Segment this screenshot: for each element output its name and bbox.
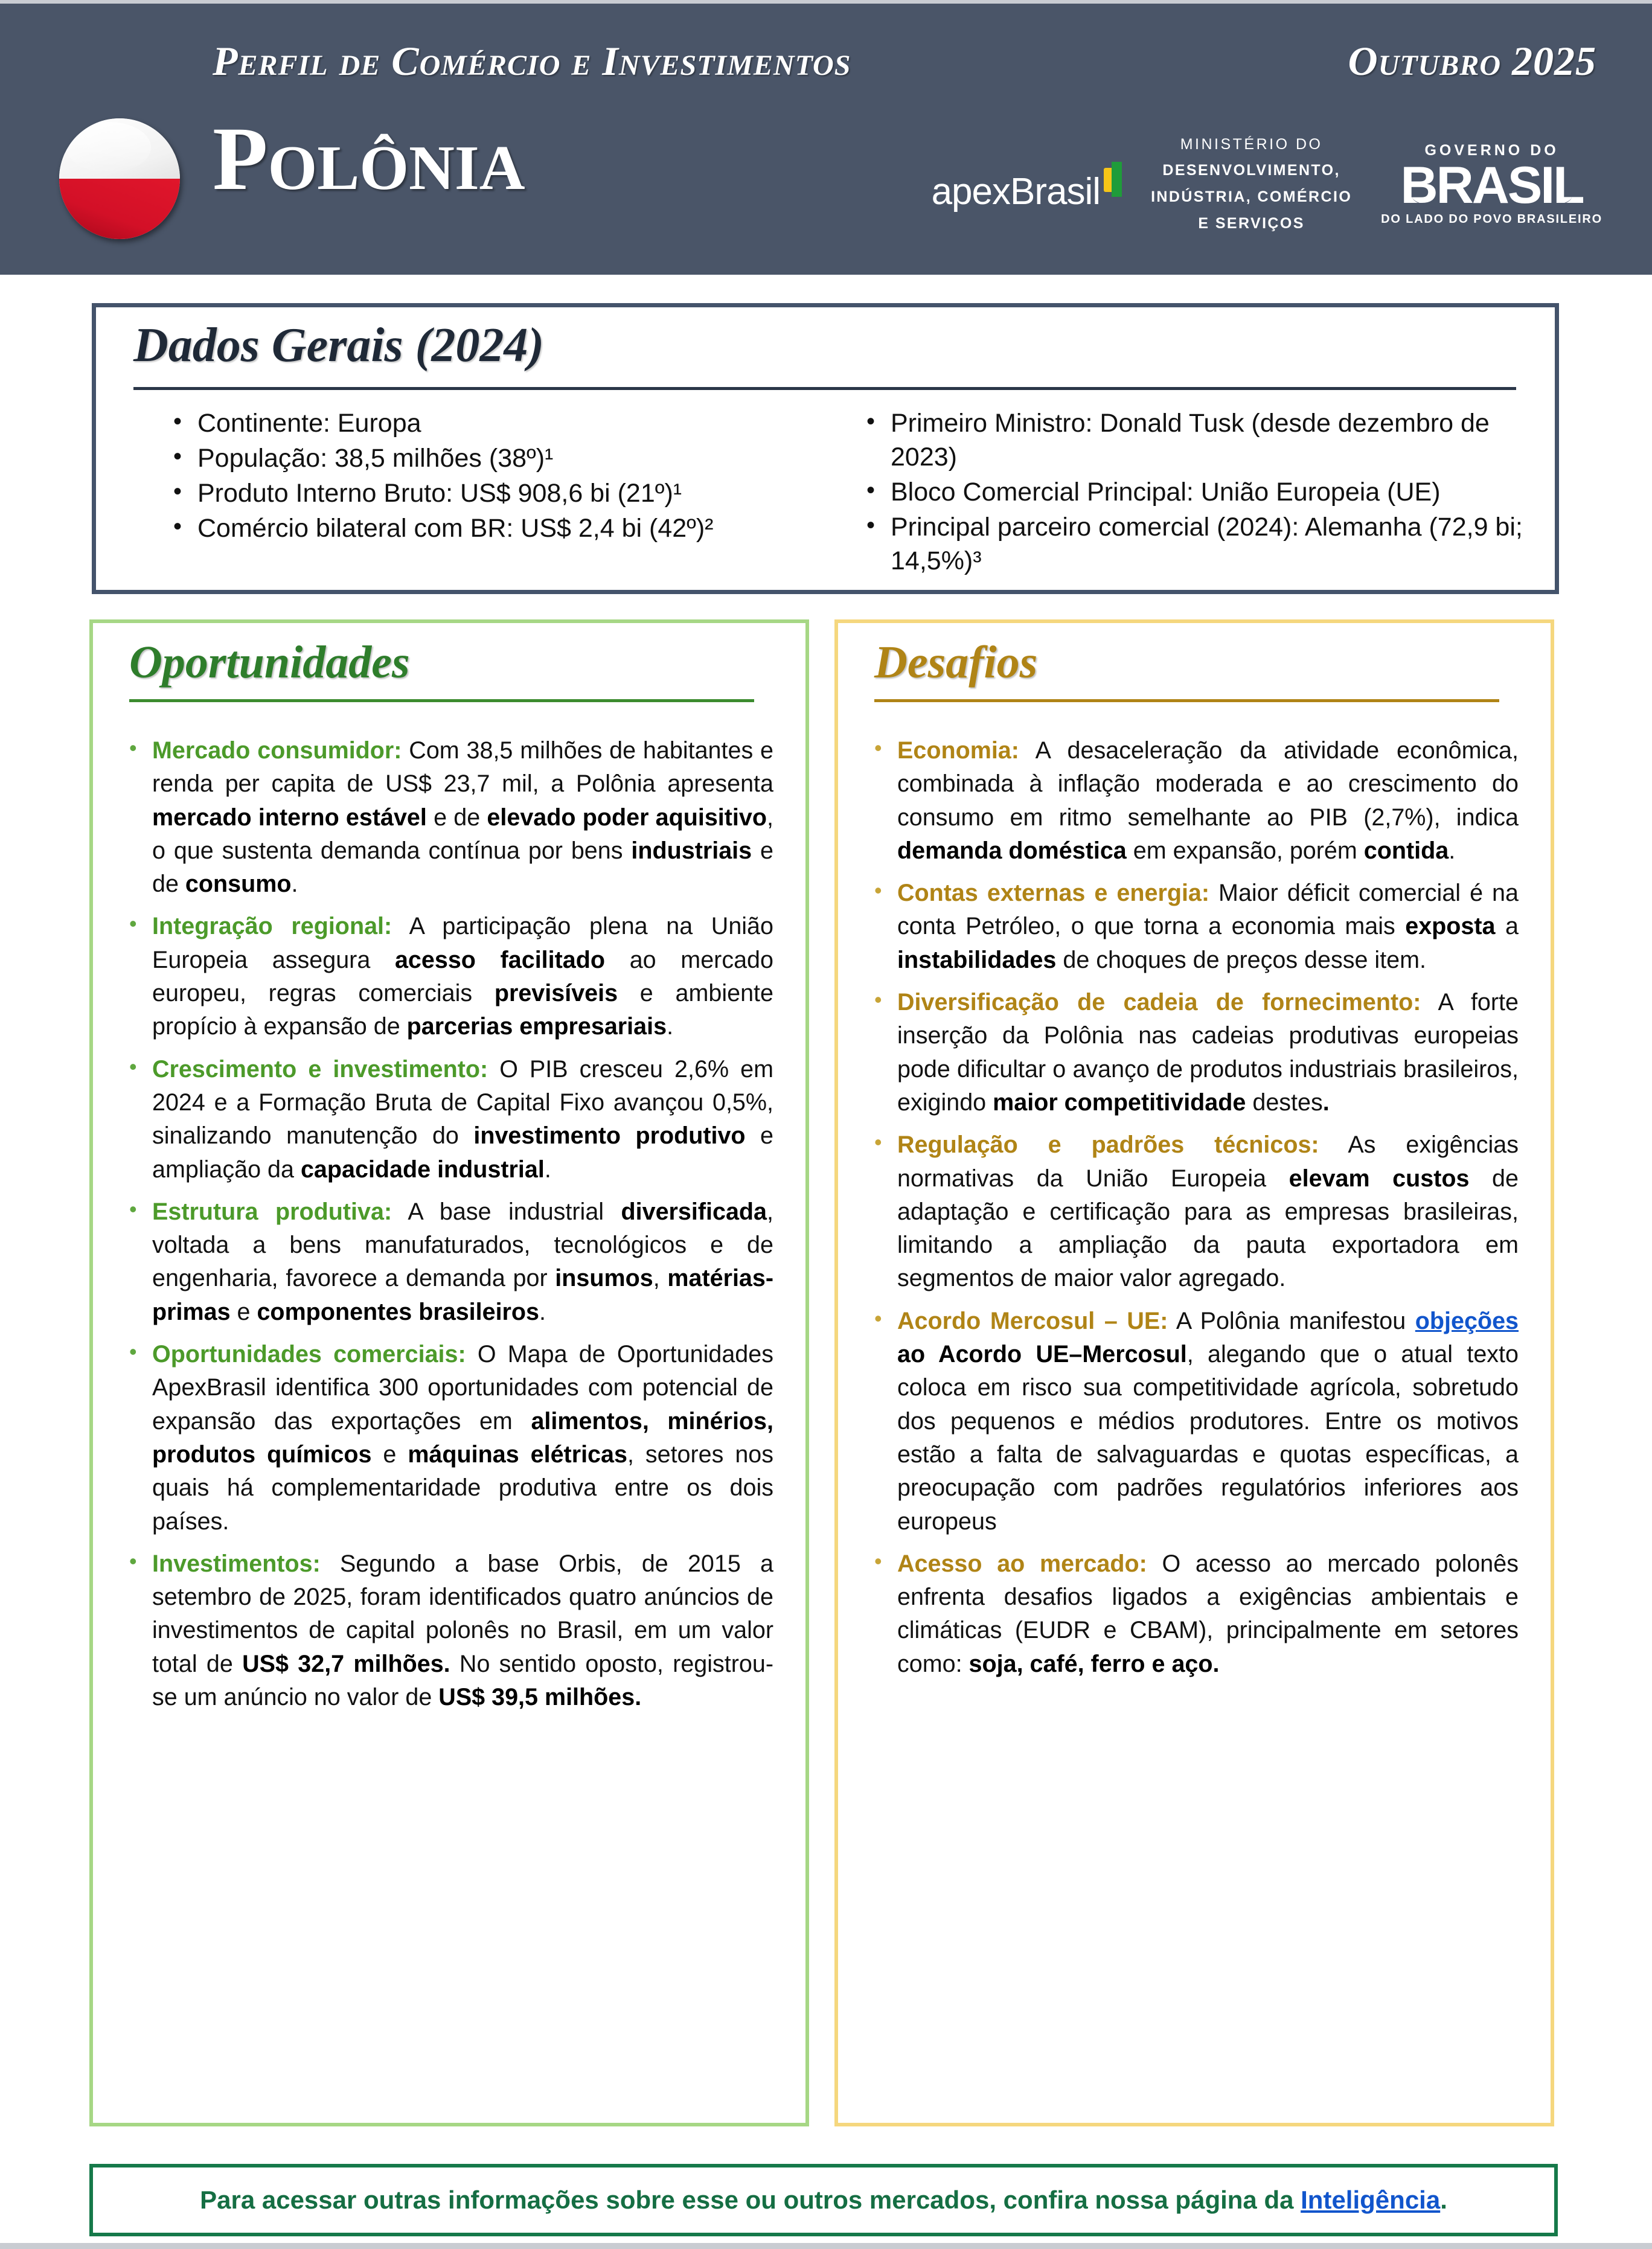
list-item — [869, 1305, 1519, 1538]
list-item: • Bloco Comercial Principal: União Europeia (UE) — [862, 476, 1531, 510]
gov-sub-label: DO LADO DO POVO BRASILEIRO — [1381, 212, 1602, 226]
bullet-lead: Investimentos: — [152, 1550, 321, 1577]
list-item: • Primeiro Ministro: Donald Tusk (desde dezembro de 2023) — [862, 407, 1531, 475]
gov-brasil-wordmark — [1381, 156, 1602, 215]
list-item — [124, 1547, 773, 1714]
footer-cta-panel — [89, 2164, 1558, 2236]
dados-gerais-divider — [133, 387, 1516, 390]
oportunidades-title: Oportunidades — [129, 637, 410, 688]
footer-cta-text — [200, 2186, 1447, 2215]
dados-gerais-right-column — [825, 407, 1555, 579]
bullet-lead: Economia: — [897, 737, 1019, 764]
bullet-lead: Acesso ao mercado: — [897, 1550, 1147, 1577]
bullet-body: A desaceleração da atividade econômica, combinada à inflação moderada e ao crescimento do consumo em ritmo semelhante ao PIB (2,7%), indica demanda doméstica em expansão, porém contida. — [897, 737, 1519, 864]
bullet-lead: Integração regional: — [152, 913, 392, 940]
bullet-body: Maior déficit comercial é na conta Petróleo, o que torna a economia mais exposta a instabilidades de choques de preços desse item. — [897, 880, 1519, 973]
bullet-lead: Mercado consumidor: — [152, 737, 402, 764]
dados-gerais-left-list — [168, 407, 813, 546]
list-item: • População: 38,5 milhões (38º)¹ — [168, 442, 813, 476]
bullet-body: O Mapa de Oportunidades ApexBrasil identifica 300 oportunidades com potencial de expansão das exportações em alimentos, minérios, produtos químicos e máquinas elétricas, setores nos quais há complementaridade produtiva entre os dois países. — [152, 1341, 774, 1535]
footer-text-after: . — [1440, 2186, 1447, 2214]
gov-brasil-text: BRASIL — [1400, 156, 1583, 215]
bullet-body: As exigências normativas da União Europeia elevam custos de adaptação e certificação para as empresas brasileiras, limitando a ampliação da pauta exportadora em segmentos de maior valor agregado. — [897, 1131, 1519, 1292]
desafios-panel — [834, 619, 1554, 2126]
header-kicker: Perfil de Comércio e Investimentos — [213, 38, 851, 84]
poland-flag-icon — [59, 118, 180, 239]
list-item — [869, 877, 1519, 977]
list-item — [124, 734, 773, 901]
ministry-line-3: INDÚSTRIA, COMÉRCIO — [1151, 188, 1353, 205]
list-item — [869, 986, 1519, 1119]
dados-gerais-title: Dados Gerais (2024) — [133, 319, 544, 372]
list-item — [869, 1128, 1519, 1295]
bullet-lead: Regulação e padrões técnicos: — [897, 1131, 1319, 1159]
dados-gerais-columns — [96, 407, 1555, 579]
bullet-body: A participação plena na União Europeia assegura acesso facilitado ao mercado europeu, regras comerciais previsíveis e ambiente propício à expansão de parcerias empresariais. — [152, 913, 773, 1040]
list-item: • Comércio bilateral com BR: US$ 2,4 bi (42º)² — [168, 512, 813, 546]
inteligencia-link[interactable]: Inteligência — [1301, 2186, 1441, 2214]
logo-strip — [931, 135, 1602, 232]
list-item: • Continente: Europa — [168, 407, 813, 441]
desafios-title: Desafios — [874, 637, 1038, 688]
ministry-line-2: DESENVOLVIMENTO, — [1162, 162, 1340, 179]
dados-gerais-left-column — [96, 407, 825, 579]
oportunidades-panel — [89, 619, 809, 2126]
bullet-lead: Acordo Mercosul – UE: — [897, 1307, 1168, 1334]
apexbrasil-mark-icon — [1104, 162, 1122, 197]
bullet-body: A forte inserção da Polônia nas cadeias produtivas europeias pode dificultar o avanço de produtos industriais brasileiros, exigindo maior competitividade destes. — [897, 989, 1519, 1116]
flag-red-band — [59, 179, 180, 239]
list-item — [869, 734, 1519, 868]
bullet-lead: Diversificação de cadeia de fornecimento: — [897, 989, 1421, 1016]
list-item: • Produto Interno Bruto: US$ 908,6 bi (21º)¹ — [168, 477, 813, 511]
apexbrasil-wordmark: apexBrasil — [931, 170, 1101, 213]
bullet-body: O acesso ao mercado polonês enfrenta desafios ligados a exigências ambientais e climáticas (EUDR e CBAM), principalmente em setores como: soja, café, ferro e aço. — [897, 1550, 1519, 1677]
bullet-body: A Polônia manifestou objeções ao Acordo UE–Mercosul, alegando que o atual texto coloca em risco sua competitividade agrícola, sobretudo dos pequenos e médios produtores. Entre os motivos estão a falta de salvaguardas e quotas específicas, a preocupação com padrões regulatórios inferiores aos europeus — [897, 1307, 1519, 1535]
oportunidades-list — [124, 734, 773, 1723]
list-item — [124, 1195, 773, 1329]
ministry-line-1: MINISTÉRIO DO — [1180, 135, 1323, 153]
oportunidades-divider — [129, 699, 754, 702]
list-item — [869, 1547, 1519, 1681]
list-item — [124, 910, 773, 1043]
desafios-list — [869, 734, 1519, 1690]
bullet-lead: Estrutura produtiva: — [152, 1198, 392, 1225]
bullet-body: Com 38,5 milhões de habitantes e renda per capita de US$ 23,7 mil, a Polônia apresenta mercado interno estável e de elevado poder aquisitivo, o que sustenta demanda contínua por bens industriais e de consumo. — [152, 737, 774, 898]
page-bottom-strip — [0, 2243, 1652, 2249]
header-issue-date: Outubro 2025 — [1348, 38, 1596, 84]
desafios-divider — [874, 699, 1499, 702]
bullet-lead: Contas externas e energia: — [897, 880, 1210, 907]
apexbrasil-logo — [932, 170, 1122, 213]
list-item — [124, 1053, 773, 1186]
gov-top-label: GOVERNO DO — [1424, 142, 1559, 159]
bullet-body: A base industrial diversificada, voltada a bens manufaturados, tecnológicos e de engenharia, favorece a demanda por insumos, matérias-primas e componentes brasileiros. — [152, 1198, 774, 1325]
bullet-lead: Crescimento e investimento: — [152, 1055, 488, 1083]
footer-text-before: Para acessar outras informações sobre esse ou outros mercados, confira nossa página da — [200, 2186, 1301, 2214]
page-header — [0, 0, 1652, 275]
ministry-line-4: E SERVIÇOS — [1198, 214, 1305, 232]
list-item: • Principal parceiro comercial (2024): Alemanha (72,9 bi; 14,5%)³ — [862, 511, 1531, 578]
governo-do-brasil-logo — [1381, 142, 1602, 226]
bullet-body: O PIB cresceu 2,6% em 2024 e a Formação Bruta de Capital Fixo avançou 0,5%, sinalizando manutenção do investimento produtivo e ampliação da capacidade industrial. — [152, 1055, 773, 1183]
dados-gerais-right-list — [862, 407, 1531, 578]
list-item — [124, 1338, 773, 1538]
country-title: Polônia — [213, 109, 525, 209]
ministry-logo — [1151, 132, 1352, 237]
bullet-body: Segundo a base Orbis, de 2015 a setembro de 2025, foram identificados quatro anúncios de investimentos de capital polonês no Brasil, em um valor total de US$ 32,7 milhões. No sentido oposto, registrou-se um anúncio no valor de US$ 39,5 milhões. — [152, 1550, 773, 1711]
bullet-lead: Oportunidades comerciais: — [152, 1341, 466, 1368]
header-top-strip — [0, 0, 1652, 4]
dados-gerais-panel — [92, 303, 1559, 594]
flag-white-band — [59, 118, 180, 179]
